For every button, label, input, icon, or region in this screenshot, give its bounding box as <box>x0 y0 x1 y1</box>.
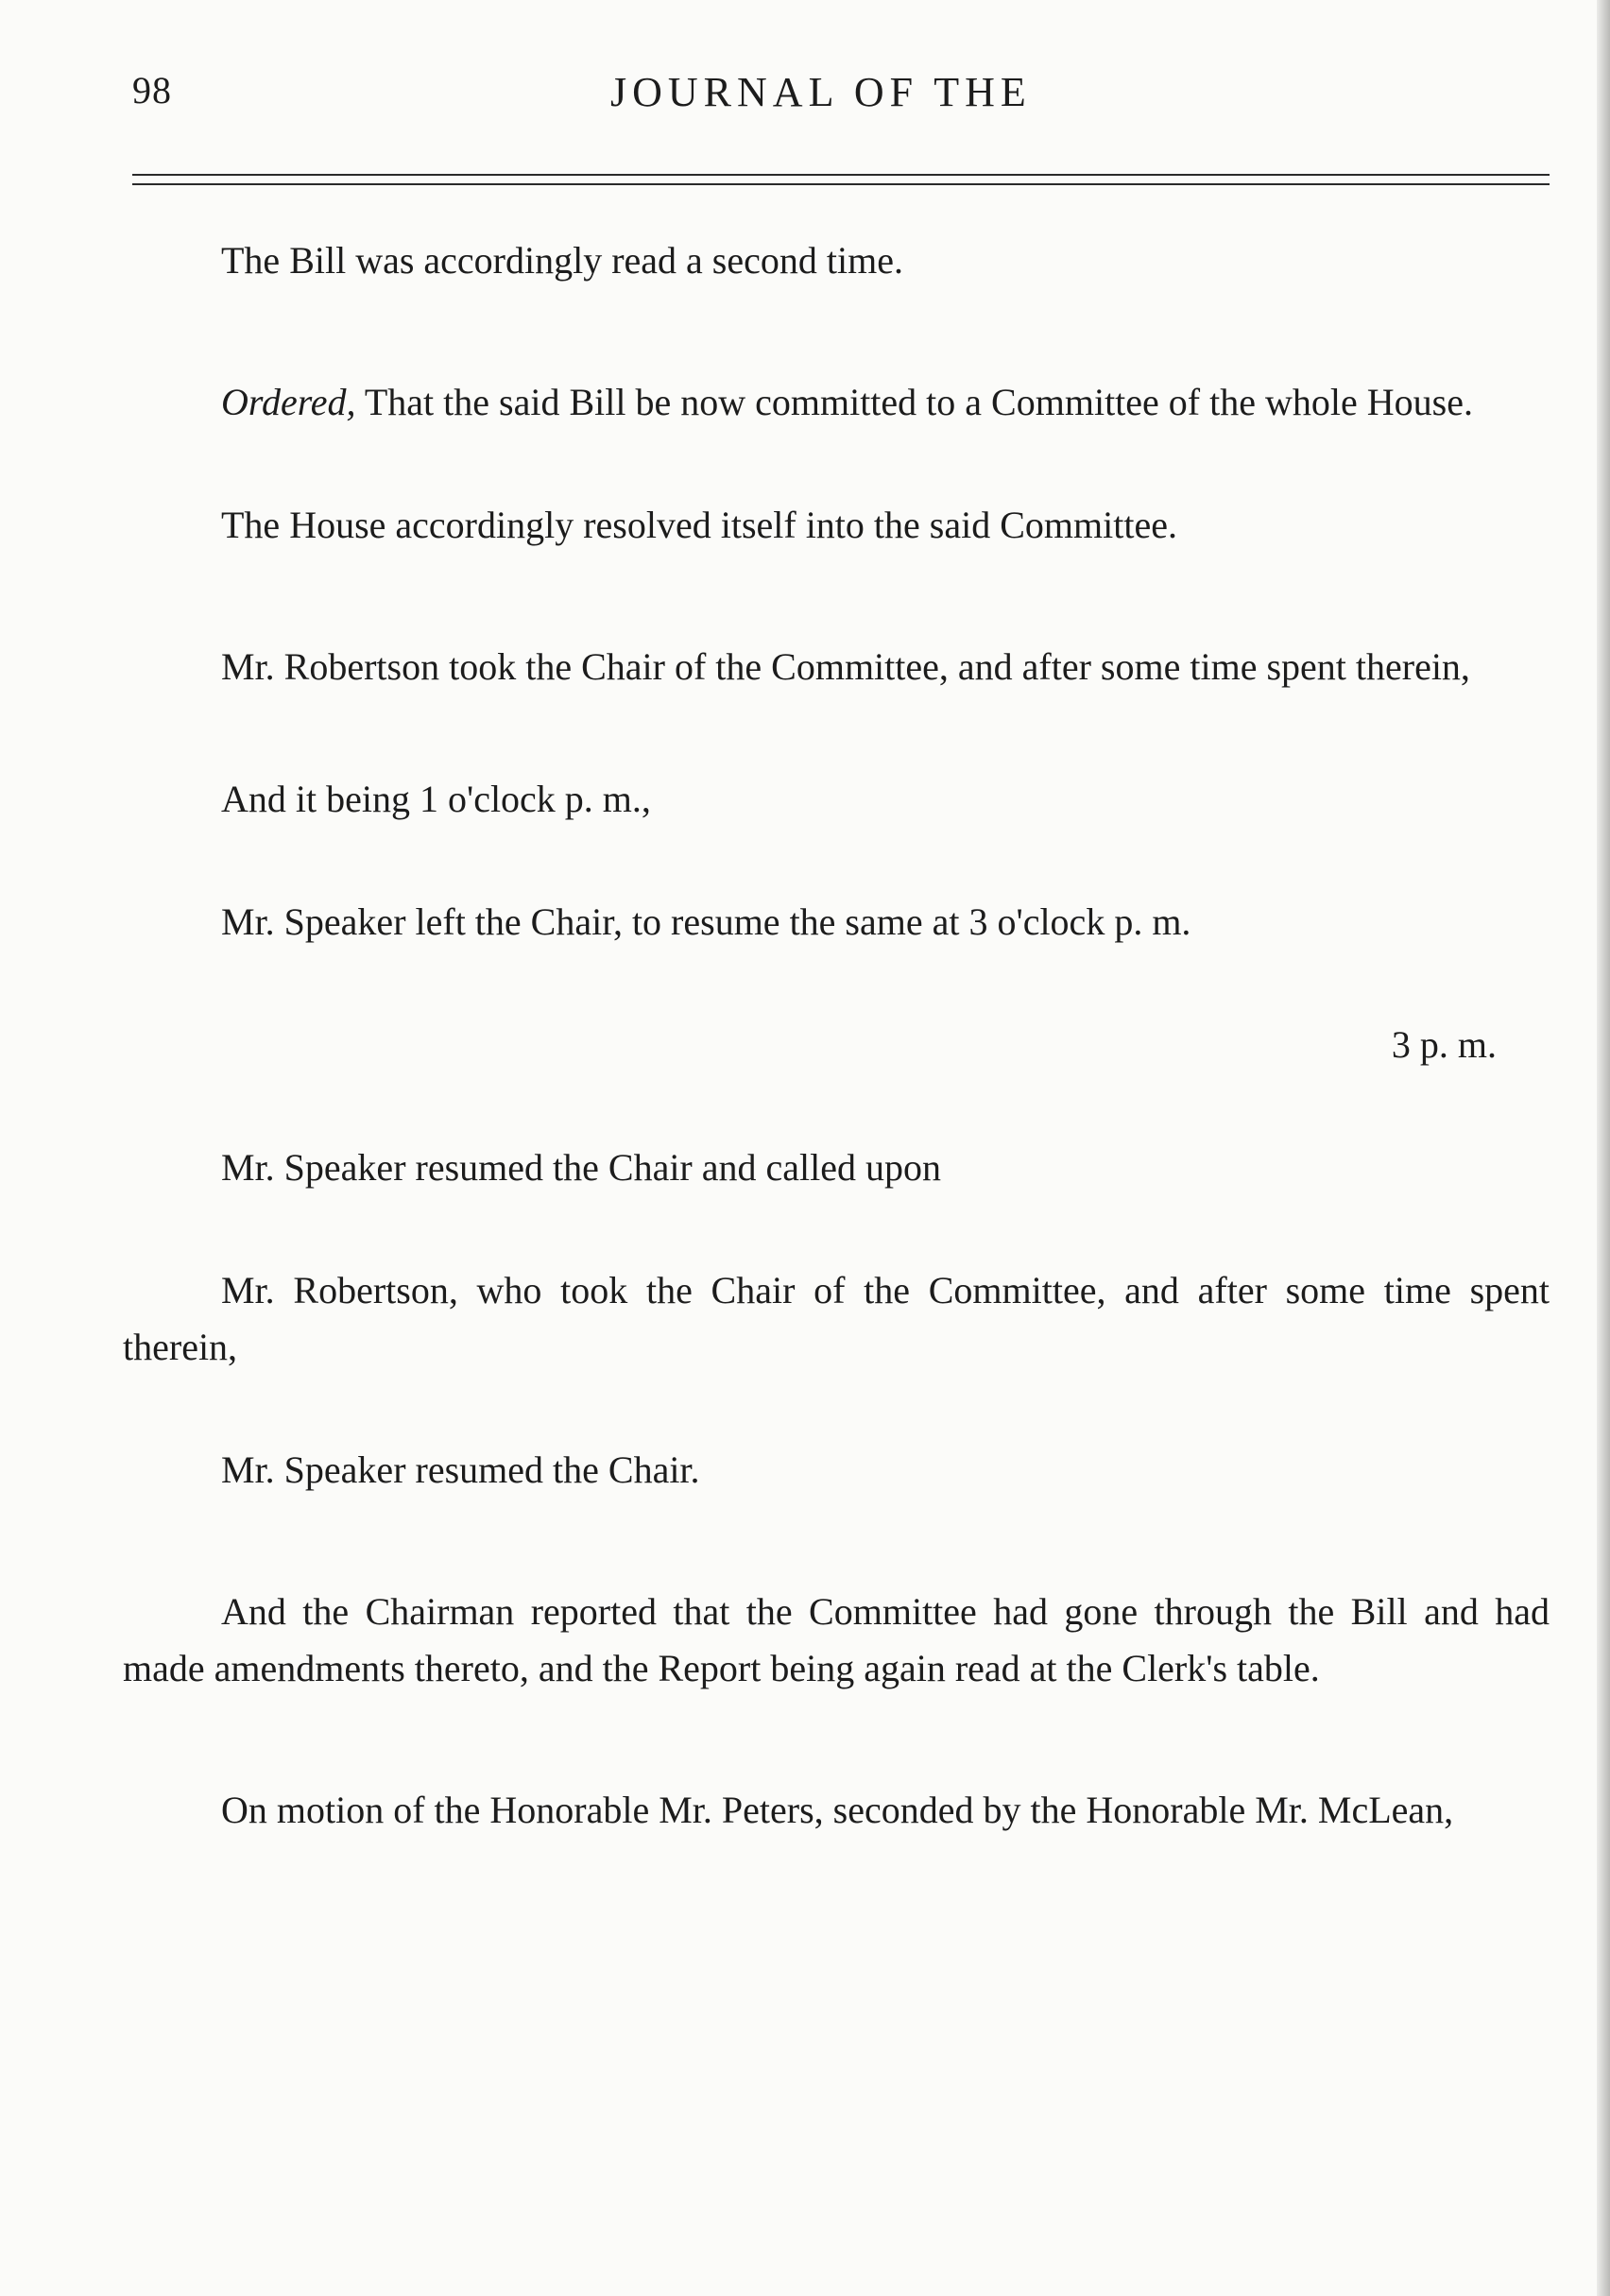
ordered-italic: Ordered, <box>221 381 356 423</box>
paragraph-speaker-left: Mr. Speaker left the Chair, to resume the same at 3 o'clock p. m. <box>221 900 1191 943</box>
paragraph-house-resolved: The House accordingly resolved itself into the said Committee. <box>221 504 1177 546</box>
paragraph-one-oclock: And it being 1 o'clock p. m., <box>221 778 651 820</box>
paragraph-chairman-reported: And the Chairman reported that the Committee had gone through the Bill and had made amendments thereto, and the Report being again read at the Clerk's table. <box>123 1590 1550 1689</box>
running-head <box>0 68 1610 125</box>
ordered-text: That the said Bill be now committed to a Committee of the whole House. <box>355 381 1473 423</box>
page-edge <box>1597 0 1610 2296</box>
paragraph-robertson-chair: Mr. Robertson took the Chair of the Committee, and after some time spent therein, <box>221 645 1470 688</box>
paragraph-motion: On motion of the Honorable Mr. Peters, seconded by the Honorable Mr. McLean, <box>221 1789 1454 1831</box>
page-number: 98 <box>132 69 172 111</box>
paragraph-speaker-resumed: Mr. Speaker resumed the Chair. <box>221 1448 700 1491</box>
paragraph-robertson-took-chair: Mr. Robertson, who took the Chair of the Committee, and after some time spent therein, <box>123 1269 1550 1368</box>
paragraph-speaker-resumed-called: Mr. Speaker resumed the Chair and called upon <box>221 1146 941 1189</box>
paragraph-second-reading: The Bill was accordingly read a second time. <box>221 239 903 282</box>
header-rule-top <box>132 174 1550 176</box>
paragraph-ordered <box>123 374 1550 431</box>
journal-text <box>123 232 1550 1839</box>
header-rule-bottom <box>132 183 1550 185</box>
journal-title: JOURNAL OF THE <box>610 69 1032 115</box>
time-marker: 3 p. m. <box>1391 1023 1497 1066</box>
